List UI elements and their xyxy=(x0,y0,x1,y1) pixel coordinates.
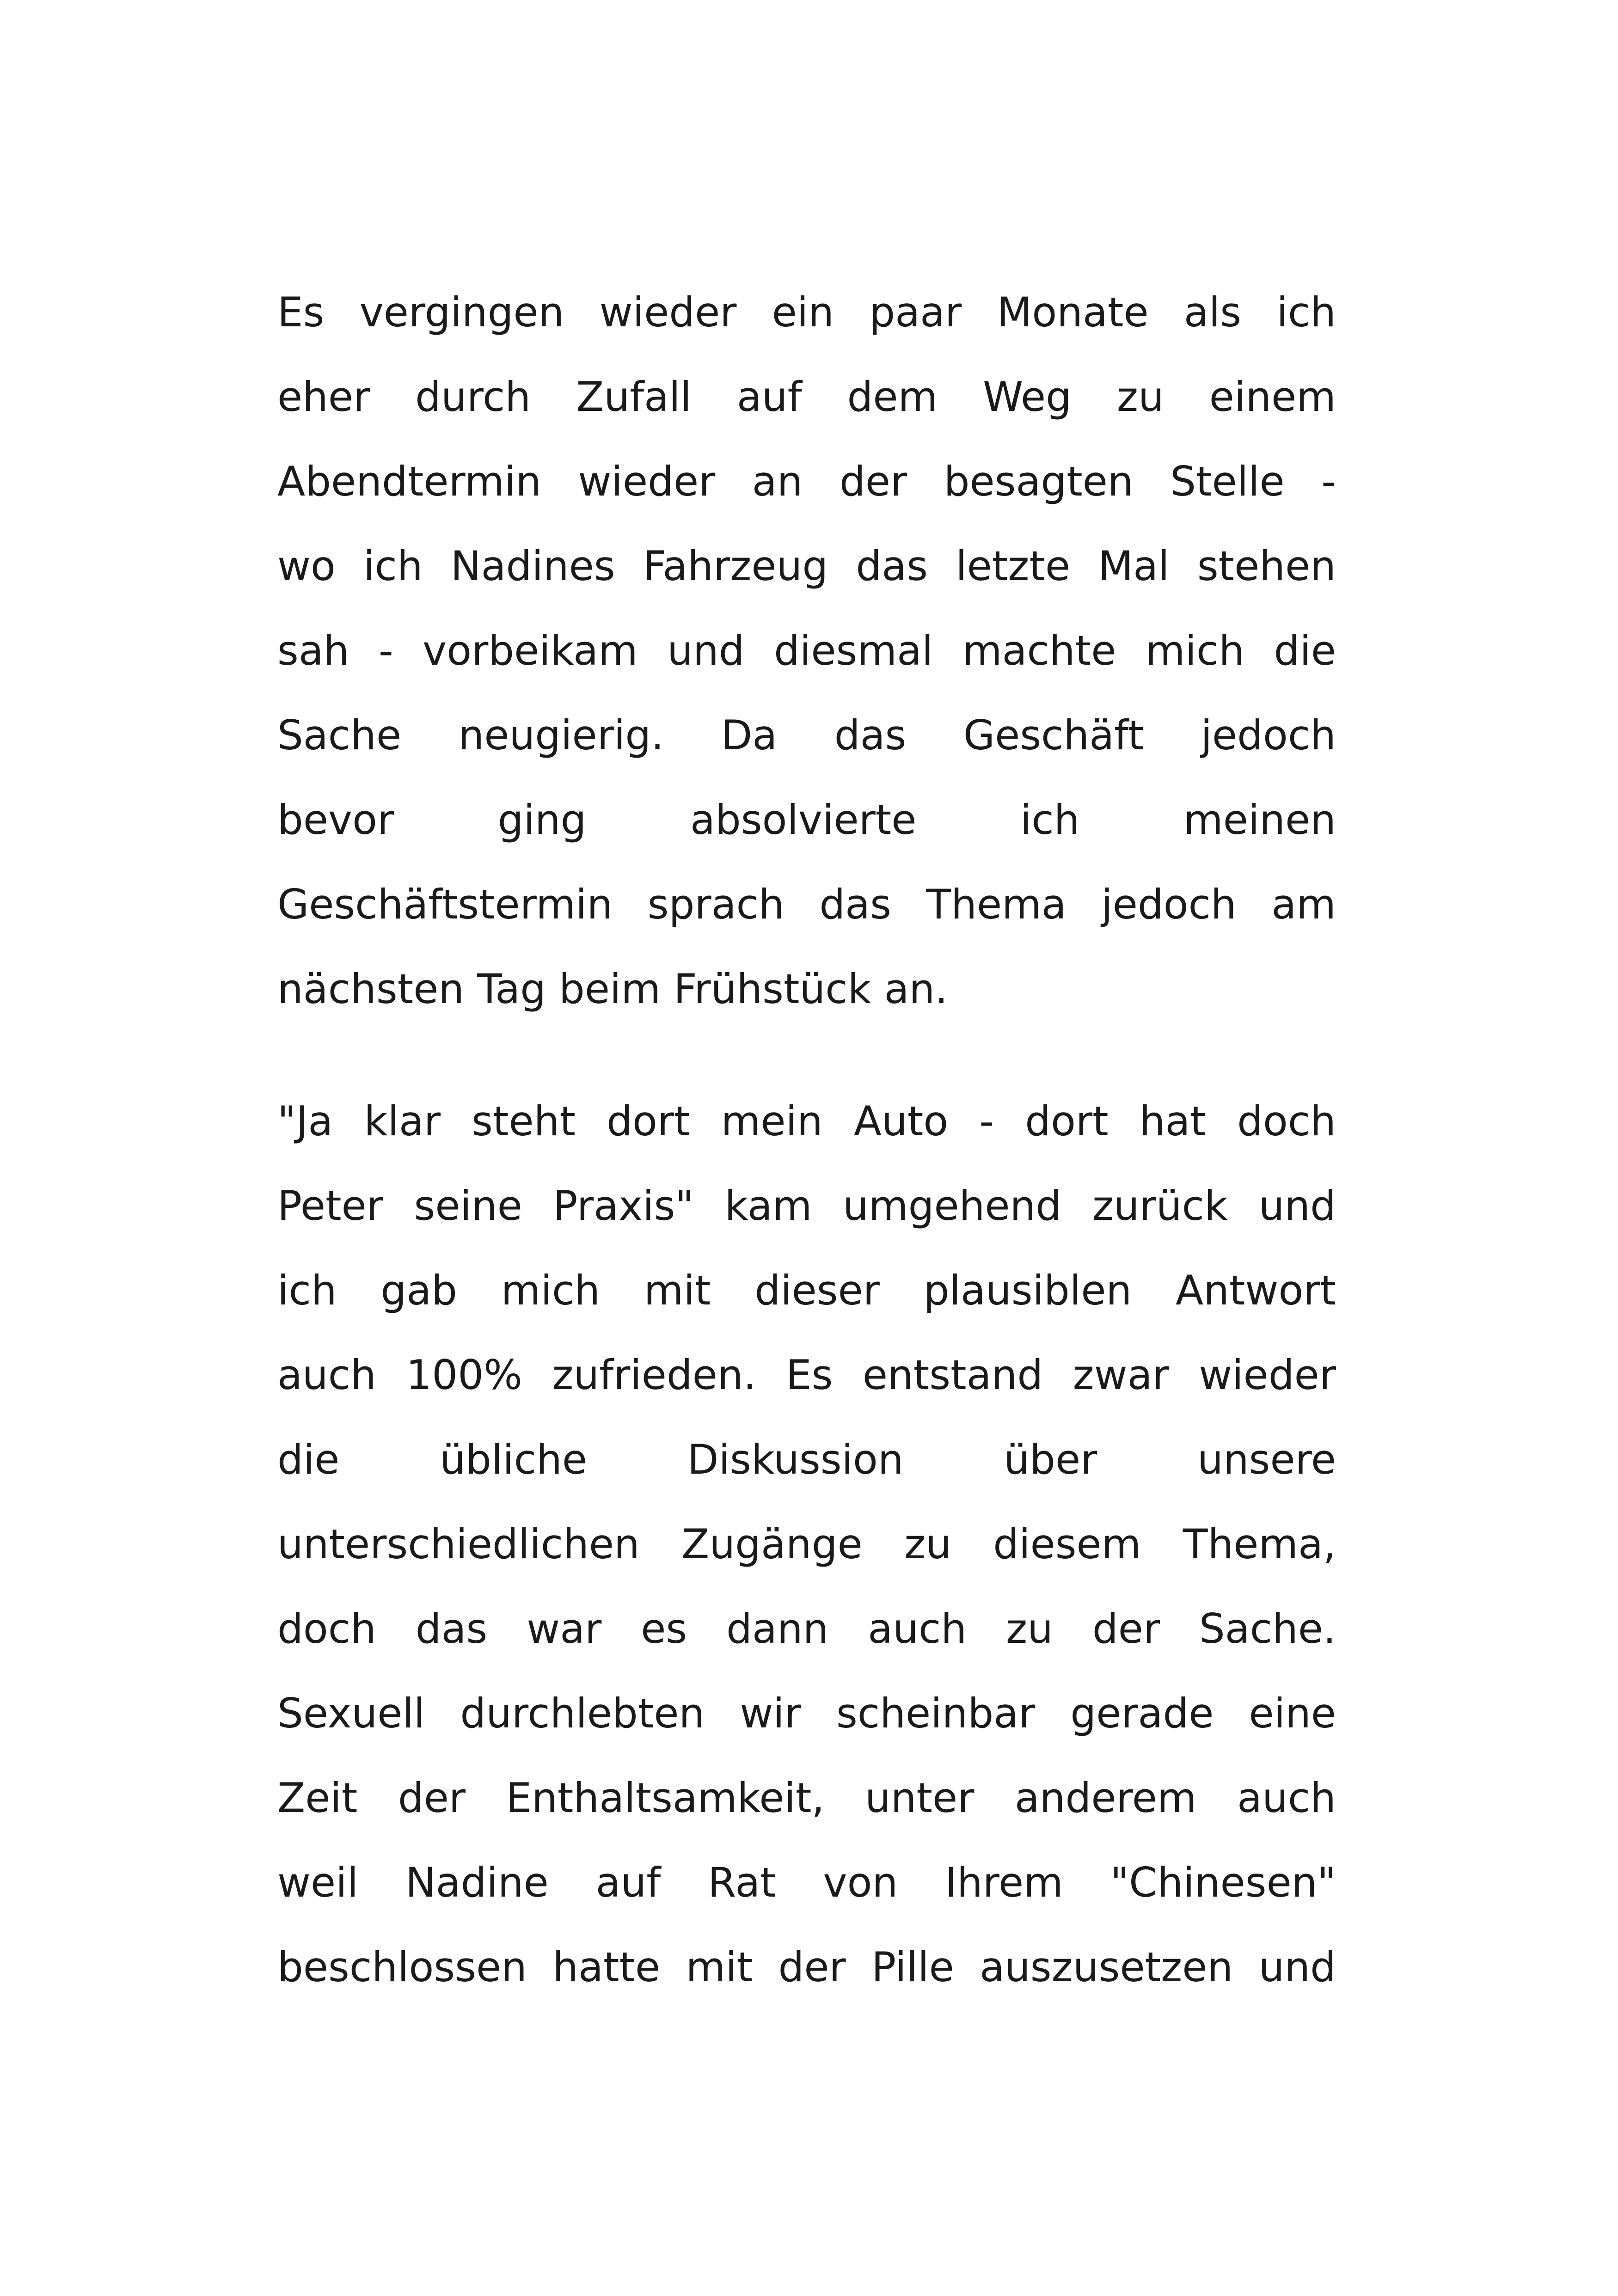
text-line: Sexuell durchlebten wir scheinbar gerade eine xyxy=(277,1690,1336,1737)
text-line: ich gab mich mit dieser plausiblen Antwort xyxy=(277,1267,1336,1314)
text-line: nächsten Tag beim Frühstück an. xyxy=(277,965,948,1013)
text-line: doch das war es dann auch zu der Sache. xyxy=(277,1605,1336,1653)
text-line: "Ja klar steht dort mein Auto - dort hat doch xyxy=(277,1097,1336,1145)
text-line: eher durch Zufall auf dem Weg zu einem xyxy=(277,373,1336,421)
text-line: auch 100% zufrieden. Es entstand zwar wieder xyxy=(277,1351,1336,1399)
text-line: sah - vorbeikam und diesmal machte mich die xyxy=(277,627,1336,674)
text-line: wo ich Nadines Fahrzeug das letzte Mal stehen xyxy=(277,542,1336,590)
text-line: die übliche Diskussion über unsere xyxy=(277,1436,1336,1483)
text-line: Zeit der Enthaltsamkeit, unter anderem auch xyxy=(277,1774,1336,1822)
text-line: Sache neugierig. Da das Geschäft jedoch xyxy=(277,711,1336,759)
text-line: Geschäftstermin sprach das Thema jedoch am xyxy=(277,881,1336,928)
text-line: Abendtermin wieder an der besagten Stelle - xyxy=(277,458,1336,505)
text-line: weil Nadine auf Rat von Ihrem "Chinesen" xyxy=(277,1859,1336,1906)
text-line: bevor ging absolvierte ich meinen xyxy=(277,796,1336,844)
text-line: Peter seine Praxis" kam umgehend zurück und xyxy=(277,1182,1336,1230)
paragraph-1 xyxy=(277,270,1336,1031)
text-line: unterschiedlichen Zugänge zu diesem Thema, xyxy=(277,1520,1336,1568)
paragraph-2 xyxy=(277,1079,1336,2009)
text-line: Es vergingen wieder ein paar Monate als ich xyxy=(277,288,1336,336)
text-line: beschlossen hatte mit der Pille auszusetzen und xyxy=(277,1943,1336,1991)
